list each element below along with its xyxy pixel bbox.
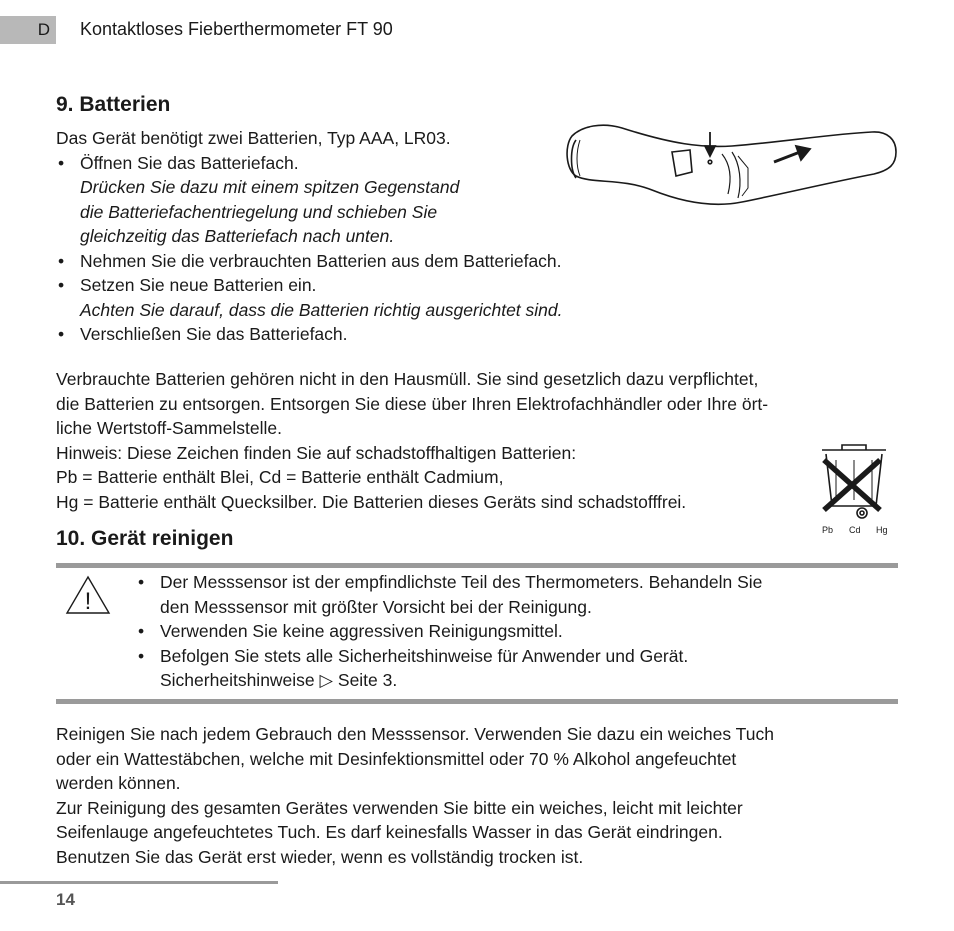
thermometer-illustration — [562, 118, 902, 214]
section-heading-batteries: 9. Batterien — [56, 93, 171, 116]
step-note: die Batteriefachentriegelung und schieben Sie — [80, 201, 438, 222]
language-code: D — [37, 20, 50, 39]
warning-list — [136, 570, 896, 693]
document-title: Kontaktloses Fieberthermometer FT 90 — [80, 19, 393, 39]
list-item-cont: den Messsensor mit größter Vorsicht bei der Reinigung. — [160, 596, 592, 617]
paragraph-line: Benutzen Sie das Gerät erst wieder, wenn es vollständig trocken ist. — [56, 846, 584, 867]
warning-triangle-icon — [64, 574, 112, 616]
paragraph-line: oder ein Wattestäbchen, welche mit Desinfektionsmittel oder 70 % Alkohol angefeuchtet — [56, 748, 737, 769]
hint-line: Pb = Batterie enthält Blei, Cd = Batterie enthält Cadmium, — [56, 467, 504, 487]
cleaning-text — [56, 722, 906, 869]
hint-line: Hg = Batterie enthält Quecksilber. Die Batterien dieses Geräts sind schadstofffrei. — [56, 491, 687, 512]
disposal-line: die Batterien zu entsorgen. Entsorgen Sie diese über Ihren Elektrofachhändler oder Ihre ört- — [56, 393, 769, 414]
list-item: • Nehmen Sie die verbrauchten Batterien aus dem Batteriefach. — [56, 249, 816, 274]
list-item: • Verwenden Sie keine aggressiven Reinigungsmittel. — [136, 619, 896, 644]
language-badge — [0, 16, 56, 44]
battery-intro: Das Gerät benötigt zwei Batterien, Typ AAA, LR03. — [56, 128, 451, 148]
hint-line: Hinweis: Diese Zeichen finden Sie auf schadstoffhaltigen Batterien: — [56, 442, 577, 463]
warning-glyph: ! — [84, 588, 92, 615]
page-reference: Seite 3. — [337, 670, 398, 690]
list-item: • Verschließen Sie das Batteriefach. — [56, 322, 816, 347]
page-number: 14 — [56, 890, 75, 909]
step-note: Achten Sie darauf, dass die Batterien richtig ausgerichtet sind. — [80, 299, 563, 320]
paragraph-line: Zur Reinigung des gesamten Gerätes verwenden Sie bitte ein weiches, leicht mit leichter — [56, 797, 743, 818]
step-note: Drücken Sie dazu mit einem spitzen Gegenstand — [80, 177, 460, 197]
warning-box-bottom-rule — [56, 699, 898, 704]
list-item: • Befolgen Sie stets alle Sicherheitshinweise für Anwender und Gerät. — [136, 644, 896, 669]
symbol-label-pb: Pb — [822, 525, 834, 535]
paragraph-line: Reinigen Sie nach jedem Gebrauch den Messsensor. Verwenden Sie dazu ein weiches Tuch — [56, 724, 774, 744]
crossed-bin-icon — [814, 440, 894, 538]
symbol-label-cd: Cd — [849, 525, 861, 535]
paragraph-line: Seifenlauge angefeuchtetes Tuch. Es darf keinesfalls Wasser in das Gerät eindringen. — [56, 822, 723, 842]
paragraph-line: werden können. — [56, 773, 181, 793]
footer-rule — [0, 881, 278, 884]
page-reference-arrow: ▷ — [319, 670, 334, 690]
disposal-line: Verbrauchte Batterien gehören nicht in den Hausmüll. Sie sind gesetzlich dazu verpflichtet, — [56, 369, 759, 389]
disposal-info — [56, 367, 906, 514]
list-item: • Der Messsensor ist der empfindlichste Teil des Thermometers. Behandeln Sie — [136, 570, 896, 595]
safety-reference-label: Sicherheitshinweise — [160, 670, 315, 690]
list-item: • Setzen Sie neue Batterien ein. — [56, 273, 816, 298]
safety-reference — [136, 668, 896, 693]
symbol-label-hg: Hg — [876, 525, 888, 535]
list-item: • Öffnen Sie das Batteriefach. — [56, 151, 816, 176]
section-heading-cleaning: 10. Gerät reinigen — [56, 527, 234, 550]
warning-box-top-rule — [56, 563, 898, 568]
step-note: gleichzeitig das Batteriefach nach unten. — [80, 226, 395, 246]
disposal-line: liche Wertstoff-Sammelstelle. — [56, 418, 282, 438]
